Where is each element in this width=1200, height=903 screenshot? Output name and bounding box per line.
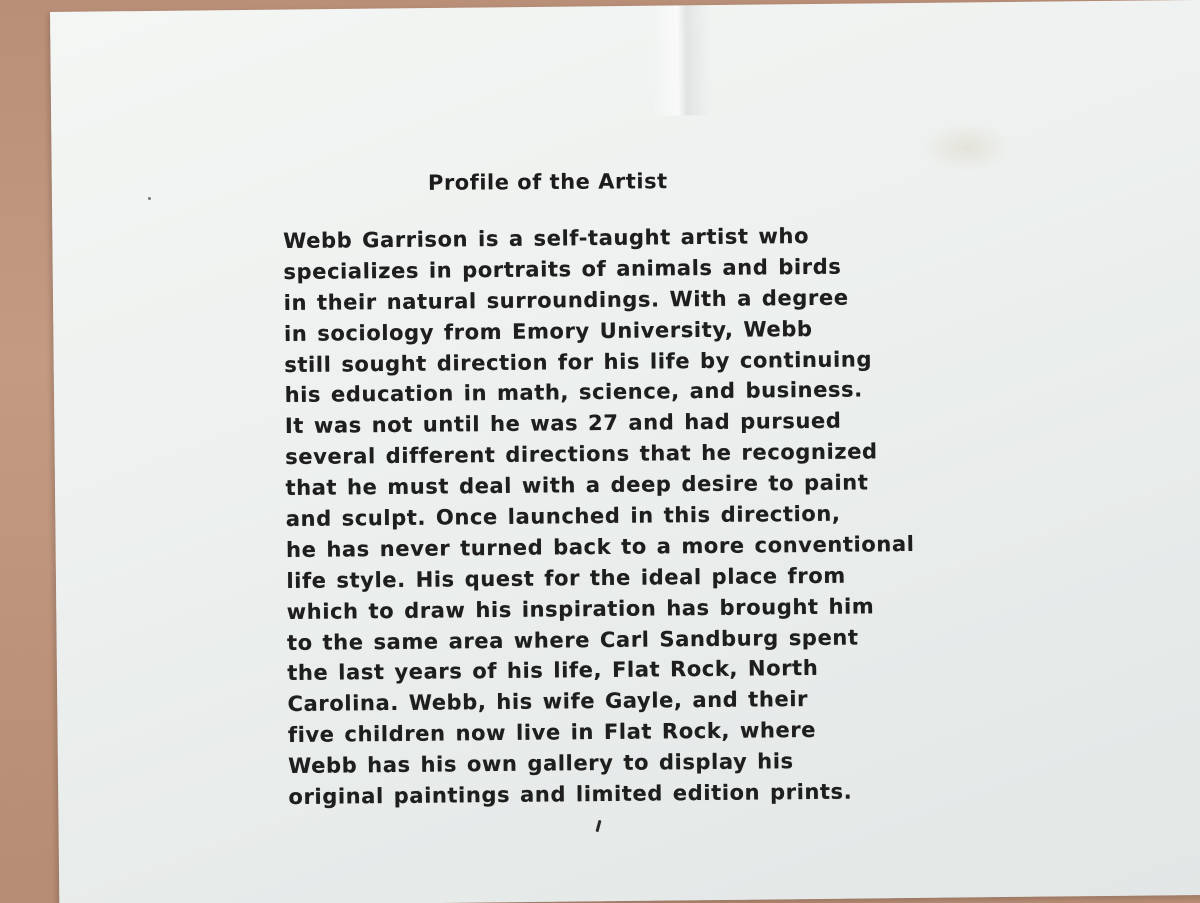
- body-line: several different directions that he recognized: [285, 439, 878, 470]
- paper-smudge: [921, 122, 1012, 173]
- body-line: which to draw his inspiration has brought him: [286, 594, 875, 624]
- body-line: original paintings and limited edition prints.: [288, 779, 853, 810]
- body-line: Carolina. Webb, his wife Gayle, and their: [287, 687, 809, 717]
- body-line: still sought direction for his life by continuing: [284, 346, 873, 377]
- body-line: Webb has his own gallery to display his: [288, 749, 794, 779]
- body-line: life style. His quest for the ideal place from: [286, 563, 846, 593]
- paper-fold: [650, 5, 711, 116]
- document-body: [283, 219, 1049, 813]
- body-line: his education in math, science, and business.: [284, 377, 863, 408]
- body-line: It was not until he was 27 and had pursued: [284, 408, 842, 439]
- body-line: the last years of his life, Flat Rock, North: [287, 656, 819, 686]
- body-line: he has never turned back to a more conventional: [285, 531, 915, 562]
- paper-speck: [148, 197, 151, 200]
- body-line: five children now live in Flat Rock, where: [287, 718, 817, 748]
- body-line: and sculpt. Once launched in this direction,: [285, 501, 841, 532]
- body-line: in their natural surroundings. With a degree: [283, 285, 849, 315]
- body-line: Webb Garrison is a self-taught artist who: [283, 223, 810, 253]
- body-line: in sociology from Emory University, Webb: [283, 316, 813, 346]
- body-line: specializes in portraits of animals and birds: [283, 254, 842, 284]
- body-line: that he must deal with a deep desire to paint: [285, 470, 869, 501]
- document-title: Profile of the Artist: [427, 169, 668, 195]
- body-line: to the same area where Carl Sandburg spent: [286, 625, 859, 655]
